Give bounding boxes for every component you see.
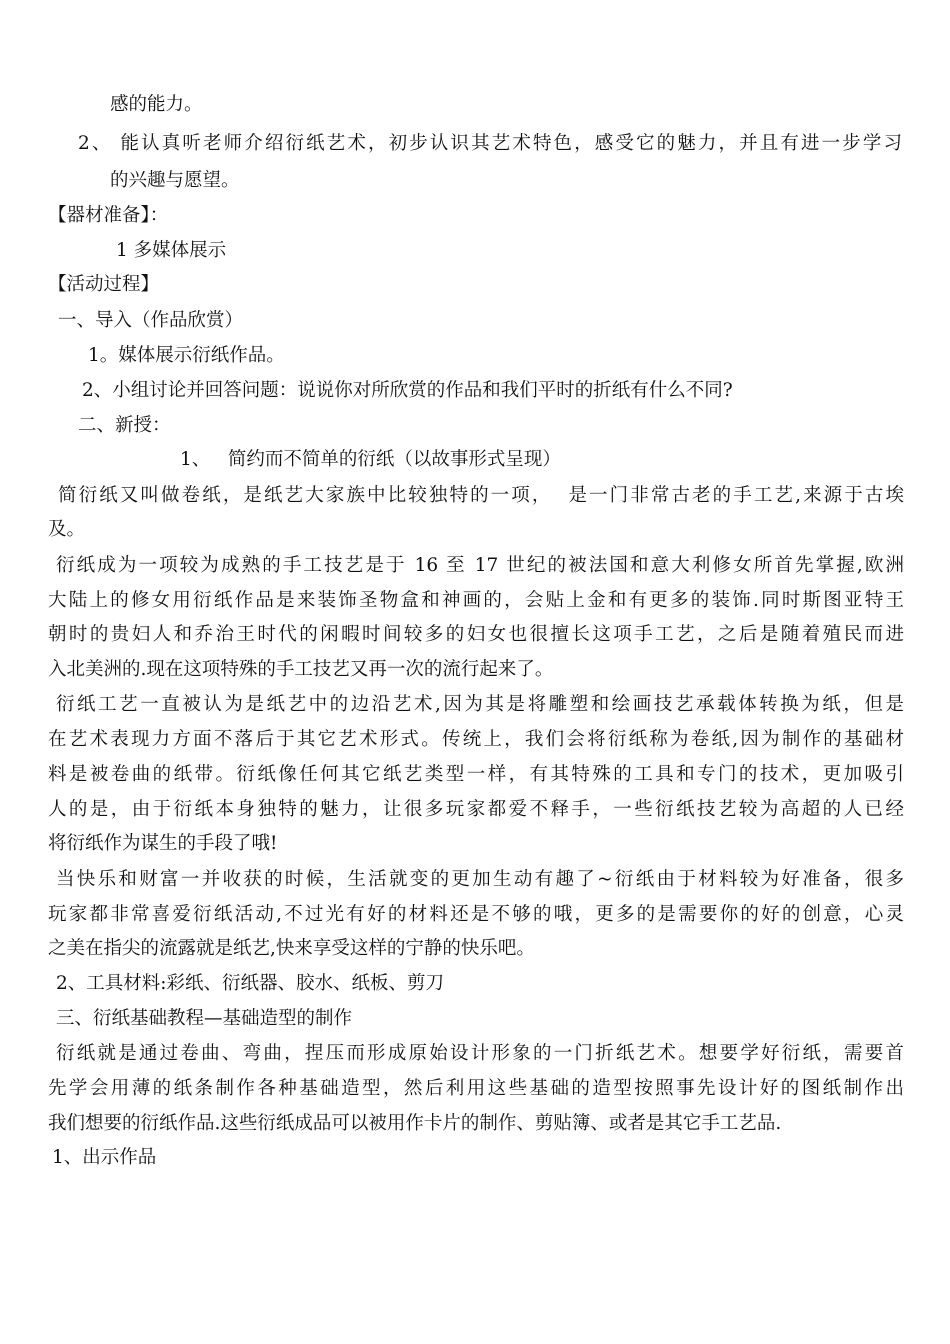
section-heading: 一、导入（作品欣赏） [58, 310, 244, 331]
text-line: 1。媒体展示衍纸作品。 [88, 345, 285, 366]
text-line: 感的能力。 [110, 94, 203, 115]
text-line: 之美在指尖的流露就是纸艺,快来享受这样的宁静的快乐吧。 [48, 938, 535, 959]
text-line: 入北美洲的.现在这项特殊的手工技艺又再一次的流行起来了。 [48, 659, 554, 680]
text-line: 简衍纸又叫做卷纸，是纸艺大家族中比较独特的一项， 是一门非常古老的手工艺,来源于古埃 [58, 485, 904, 506]
text-line: 2、工具材料:彩纸、衍纸器、胶水、纸板、剪刀 [56, 973, 445, 994]
text-line: 衍纸成为一项较为成熟的手工技艺是于 16 至 17 世纪的被法国和意大利修女所首先掌握,欧洲 [56, 555, 904, 576]
text-line: 我们想要的衍纸作品.这些衍纸成品可以被用作卡片的制作、剪贴簿、或者是其它手工艺品. [48, 1113, 782, 1134]
subsection-heading: 1、 简约而不简单的衍纸（以故事形式呈现） [180, 449, 561, 470]
text-line: 2、小组讨论并回答问题：说说你对所欣赏的作品和我们平时的折纸有什么不同? [82, 380, 733, 401]
text-line: 的兴趣与愿望。 [110, 170, 240, 191]
text-line: 衍纸工艺一直被认为是纸艺中的边沿艺术,因为其是将雕塑和绘画技艺承载体转换为纸，但是 [56, 694, 904, 715]
text-line: 人的是，由于衍纸本身独特的魅力，让很多玩家都爱不释手，一些衍纸技艺较为高超的人已经 [48, 799, 904, 820]
text-line: 及。 [48, 519, 86, 540]
text-line: 将衍纸作为谋生的手段了哦! [48, 833, 278, 854]
text-line: 当快乐和财富一并收获的时候，生活就变的更加生动有趣了~衍纸由于材料较为好准备，很多 [56, 869, 904, 890]
section-heading: 三、衍纸基础教程—基础造型的制作 [56, 1008, 353, 1029]
text-line: 玩家都非常喜爱衍纸活动,不过光有好的材料还是不够的哦，更多的是需要你的好的创意，心灵 [48, 904, 904, 925]
section-heading: 【器材准备】： [48, 205, 169, 226]
text-line: 料是被卷曲的纸带。衍纸像任何其它纸艺类型一样，有其特殊的工具和专门的技术，更加吸引 [48, 764, 904, 785]
text-line: 衍纸就是通过卷曲、弯曲，捏压而形成原始设计形象的一门折纸艺术。想要学好衍纸，需要首 [56, 1043, 904, 1064]
text-line: 先学会用薄的纸条制作各种基础造型，然后利用这些基础的造型按照事先设计好的图纸制作出 [48, 1078, 904, 1099]
subsection-heading: 1、出示作品 [52, 1147, 157, 1168]
text-line: 朝时的贵妇人和乔治王时代的闲暇时间较多的妇女也很擅长这项手工艺，之后是随着殖民而进 [48, 624, 904, 645]
text-line: 大陆上的修女用衍纸作品是来装饰圣物盒和神画的，会贴上金和有更多的装饰.同时斯图亚特王 [48, 590, 904, 611]
text-line: 在艺术表现力方面不落后于其它艺术形式。传统上，我们会将衍纸称为卷纸,因为制作的基础材 [48, 729, 904, 750]
text-line: 2、 能认真听老师介绍衍纸艺术，初步认识其艺术特色，感受它的魅力，并且有进一步学习 [78, 133, 902, 154]
text-line: 1 多媒体展示 [116, 240, 227, 261]
section-heading: 【活动过程】 [48, 274, 160, 295]
section-heading: 二、新授： [78, 415, 171, 436]
